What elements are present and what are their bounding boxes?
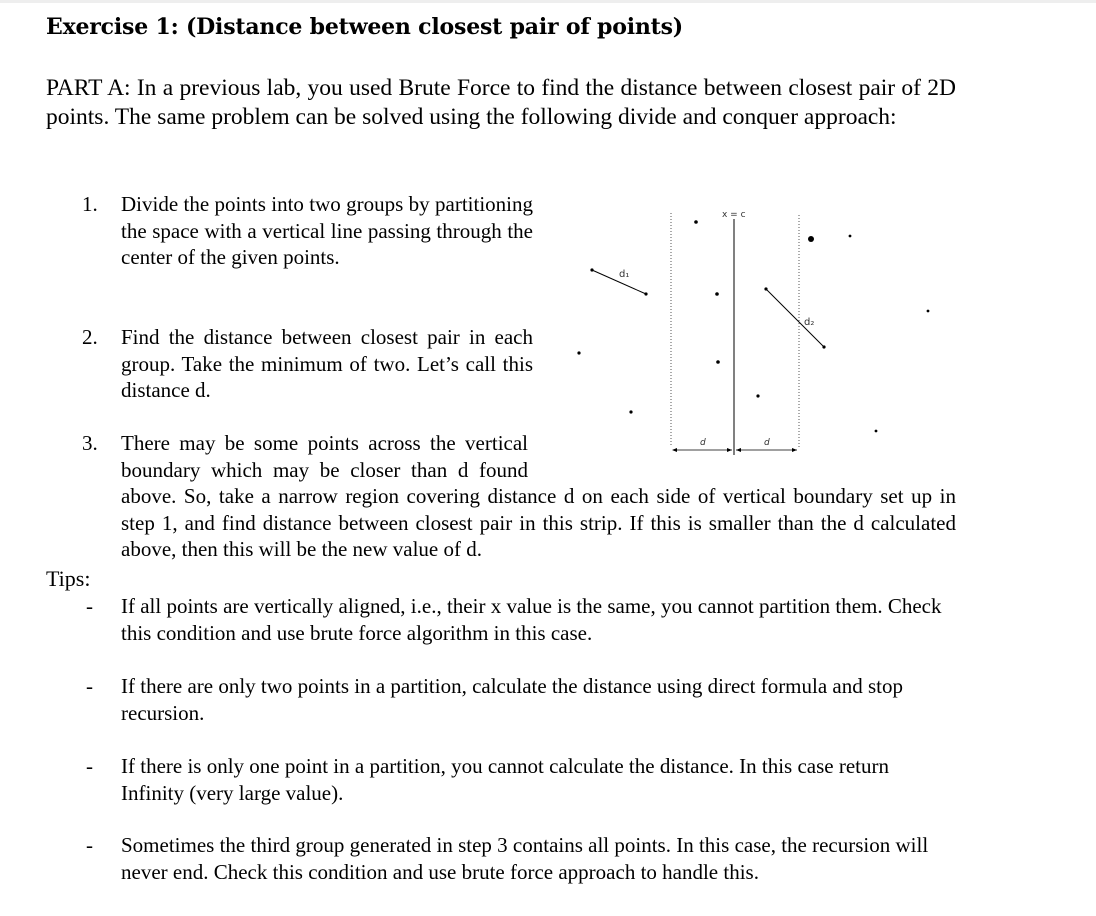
point <box>756 394 759 397</box>
step-1-text: Divide the points into two groups by partitioning the space with a vertical line passing through the center of the given points. <box>121 192 533 269</box>
point <box>590 268 593 271</box>
step-3-text: There may be some points across the vertical boundary which may be closer than d found above. So, take a narrow region covering distance d on each side of vertical boundary set up in step 1, and find distance between closest pair in this strip. If this is smaller than the d calculated above, then this will be the new value of d. <box>121 431 956 561</box>
top-border <box>0 0 1096 3</box>
exercise-title: Exercise 1: (Distance between closest pair of points) <box>46 14 684 40</box>
point <box>577 351 580 354</box>
step-3-number: 3. <box>82 431 98 455</box>
point <box>875 430 878 433</box>
arrowhead <box>792 448 797 452</box>
point <box>716 360 720 364</box>
point <box>629 410 632 413</box>
d-left-label: d <box>700 438 706 448</box>
step-2-text: Find the distance between closest pair in each group. Take the minimum of two. Let’s call this distance d. <box>121 325 533 402</box>
tip-3-text: If there is only one point in a partition, you cannot calculate the distance. In this case return Infinity (very large value). <box>121 754 889 805</box>
step-2-number: 2. <box>82 325 98 349</box>
point <box>694 220 698 224</box>
closest-pair-diagram <box>560 195 960 465</box>
point <box>849 235 852 238</box>
point <box>808 236 814 242</box>
arrowhead <box>727 448 732 452</box>
arrowhead <box>672 448 677 452</box>
tip-4-dash: - <box>86 833 93 857</box>
tip-2-text: If there are only two points in a partition, calculate the distance using direct formula and stop recursion. <box>121 674 904 725</box>
point <box>822 345 825 348</box>
arrowhead <box>736 448 741 452</box>
point <box>927 310 930 313</box>
tip-1-dash: - <box>86 594 93 618</box>
d-right-label: d <box>764 438 770 448</box>
step-1-number: 1. <box>82 192 98 216</box>
center-line-label: x = c <box>722 210 746 220</box>
point <box>715 292 719 296</box>
point <box>644 292 647 295</box>
point <box>764 287 767 290</box>
tip-1-text: If all points are vertically aligned, i.e., their x value is the same, you cannot partition them. Check this condition and use brute force algorithm in this case. <box>121 594 942 645</box>
part-a-paragraph: PART A: In a previous lab, you used Brute Force to find the distance between closest pair of 2D points. The same problem can be solved using the following divide and conquer approach: <box>46 75 956 130</box>
d2-label: d₂ <box>804 317 815 328</box>
tip-2-dash: - <box>86 674 93 698</box>
d1-label: d₁ <box>619 269 630 280</box>
tip-3-dash: - <box>86 754 93 778</box>
tips-heading: Tips: <box>46 566 91 591</box>
d2-segment <box>766 289 824 347</box>
tip-4-text: Sometimes the third group generated in step 3 contains all points. In this case, the recursion will never end. Check this condition and use brute force approach to handle this. <box>121 833 929 884</box>
